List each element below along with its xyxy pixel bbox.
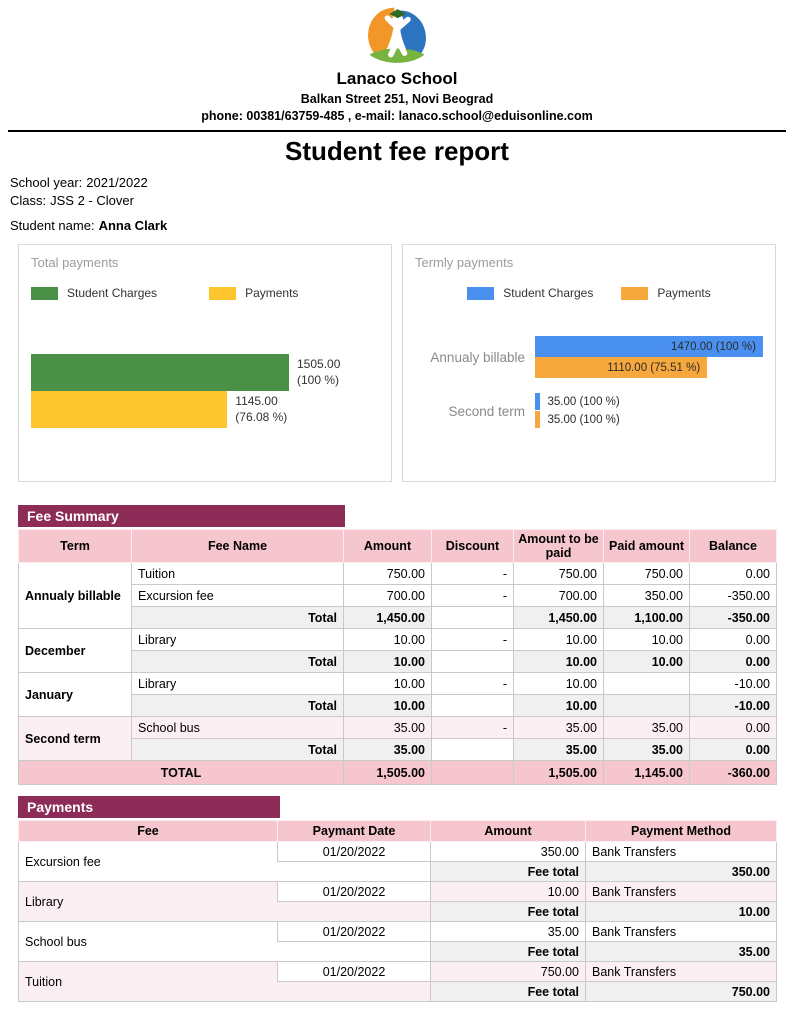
group-total-row <box>19 651 777 673</box>
col-discount: Discount <box>432 530 514 563</box>
term-cell-december: December <box>19 629 132 673</box>
legend-item-student-charges <box>31 286 157 300</box>
discount-cell <box>432 695 514 717</box>
fee-total-value-cell: 350.00 <box>586 862 777 882</box>
school-address: Balkan Street 251, Novi Beograd <box>300 92 494 106</box>
paid-amount-cell: 35.00 <box>604 739 690 761</box>
balance-cell: 0.00 <box>690 629 777 651</box>
bar-label: 1470.00 (100 %) <box>670 340 756 353</box>
school-name: Lanaco School <box>336 69 458 88</box>
annualy-student-charges-bar <box>535 336 763 357</box>
amount-to-be-paid-cell: 10.00 <box>514 673 604 695</box>
student-charges-bar-label <box>297 357 340 388</box>
second-term-group <box>415 393 763 429</box>
amount-cell: 10.00 <box>344 673 432 695</box>
payments-swatch <box>209 287 236 300</box>
fee-total-label-cell: Fee total <box>431 902 586 922</box>
balance-cell: 0.00 <box>690 563 777 585</box>
amount-cell: 700.00 <box>344 585 432 607</box>
class-label: Class: <box>10 193 47 208</box>
charts-row <box>18 244 776 482</box>
termly-payments-bars <box>415 336 763 429</box>
payment-row <box>19 962 777 982</box>
bar-label: 35.00 (100 %) <box>547 395 620 408</box>
fee-summary-section-title: Fee Summary <box>18 505 345 527</box>
fee-total-label-cell: Fee total <box>431 862 586 882</box>
school-contact: phone: 00381/63759-485 , e-mail: lanaco.school@eduisonline.com <box>201 109 593 123</box>
discount-cell: - <box>432 563 514 585</box>
blank-cell <box>278 982 431 1002</box>
fee-row <box>19 585 777 607</box>
term-cell-annualy-billable: Annualy billable <box>19 563 132 629</box>
discount-cell <box>432 761 514 785</box>
bar-area <box>535 336 763 378</box>
fee-row <box>19 717 777 739</box>
amount-to-be-paid-cell: 700.00 <box>514 585 604 607</box>
payment-amount-cell: 750.00 <box>431 962 586 982</box>
payment-method-cell: Bank Transfers <box>586 922 777 942</box>
balance-cell: 0.00 <box>690 717 777 739</box>
student-info-block <box>10 175 794 233</box>
amount-to-be-paid-cell: 750.00 <box>514 563 604 585</box>
paid-amount-cell: 35.00 <box>604 717 690 739</box>
payments-header-row <box>19 821 777 842</box>
paid-amount-cell: 10.00 <box>604 629 690 651</box>
amount-cell: 10.00 <box>344 629 432 651</box>
payment-amount-cell: 10.00 <box>431 882 586 902</box>
second-term-payments-bar <box>535 411 620 428</box>
discount-cell: - <box>432 629 514 651</box>
annualy-payments-bar <box>535 357 707 378</box>
bar-pct-label: (76.08 %) <box>235 409 288 424</box>
group-total-row <box>19 607 777 629</box>
group-total-row <box>19 739 777 761</box>
payment-row <box>19 842 777 862</box>
school-logo-svg <box>360 5 434 67</box>
payments-bar <box>31 391 227 428</box>
total-payments-bars <box>31 354 341 428</box>
payment-method-cell: Bank Transfers <box>586 842 777 862</box>
bar-value-label: 1145.00 <box>235 393 278 408</box>
balance-cell: 0.00 <box>690 739 777 761</box>
blank-cell <box>278 902 431 922</box>
payment-row <box>19 882 777 902</box>
paid-amount-cell: 10.00 <box>604 651 690 673</box>
paid-amount-cell: 1,145.00 <box>604 761 690 785</box>
fee-row <box>19 629 777 651</box>
bar-area <box>535 393 763 429</box>
fee-cell: Excursion fee <box>19 842 278 882</box>
bar-label: 1110.00 (75.51 %) <box>607 361 701 374</box>
discount-cell <box>432 739 514 761</box>
paid-amount-cell: 750.00 <box>604 563 690 585</box>
school-year-value: 2021/2022 <box>86 175 148 190</box>
col-fee: Fee <box>19 821 278 842</box>
termly-payments-panel <box>402 244 776 482</box>
col-amount: Amount <box>431 821 586 842</box>
discount-cell: - <box>432 585 514 607</box>
amount-cell: 10.00 <box>344 695 432 717</box>
second-term-student-charges-bar <box>535 393 620 410</box>
fee-total-label-cell: Fee total <box>431 982 586 1002</box>
col-payment-method: Payment Method <box>586 821 777 842</box>
amount-to-be-paid-cell: 1,450.00 <box>514 607 604 629</box>
fee-summary-table <box>18 529 777 785</box>
fee-total-value-cell: 10.00 <box>586 902 777 922</box>
legend-item-payments <box>621 286 710 300</box>
category-label-annualy-billable: Annualy billable <box>430 349 525 365</box>
bar-pct-label: (100 %) <box>297 372 340 387</box>
amount-cell: 750.00 <box>344 563 432 585</box>
legend-label-payments: Payments <box>245 286 299 300</box>
balance-cell: 0.00 <box>690 651 777 673</box>
fee-row <box>19 673 777 695</box>
payment-method-cell: Bank Transfers <box>586 962 777 982</box>
discount-cell <box>432 651 514 673</box>
blank-cell <box>278 862 431 882</box>
col-paid-amount: Paid amount <box>604 530 690 563</box>
amount-to-be-paid-cell: 1,505.00 <box>514 761 604 785</box>
discount-cell: - <box>432 717 514 739</box>
report-header <box>0 0 794 167</box>
total-payments-legend <box>31 286 379 300</box>
termly-payments-title: Termly payments <box>415 255 514 270</box>
bar-value-label: 1505.00 <box>297 356 341 371</box>
total-payments-title: Total payments <box>31 255 119 270</box>
page-title: Student fee report <box>285 136 509 166</box>
student-name-label: Student name: <box>10 218 95 233</box>
fee-cell: Library <box>19 882 278 922</box>
col-fee-name: Fee Name <box>132 530 344 563</box>
amount-cell: 35.00 <box>344 739 432 761</box>
payments-bar-row <box>31 391 289 428</box>
paid-amount-cell <box>604 673 690 695</box>
payments-section-title: Payments <box>18 796 280 818</box>
col-amount: Amount <box>344 530 432 563</box>
fee-name-cell: School bus <box>132 717 344 739</box>
bar-label: 35.00 (100 %) <box>547 413 620 426</box>
col-term: Term <box>19 530 132 563</box>
amount-to-be-paid-cell: 10.00 <box>514 695 604 717</box>
student-charges-swatch <box>467 287 494 300</box>
payment-date-cell: 01/20/2022 <box>278 842 431 862</box>
payment-amount-cell: 35.00 <box>431 922 586 942</box>
category-label-second-term: Second term <box>448 403 525 419</box>
amount-to-be-paid-cell: 35.00 <box>514 717 604 739</box>
student-charges-bar <box>31 354 289 391</box>
amount-cell: 1,450.00 <box>344 607 432 629</box>
col-amount-to-be-paid: Amount to be paid <box>514 530 604 563</box>
balance-cell: -360.00 <box>690 761 777 785</box>
total-label-cell: Total <box>132 695 344 717</box>
class-value: JSS 2 - Clover <box>50 193 134 208</box>
amount-to-be-paid-cell: 10.00 <box>514 651 604 673</box>
amount-cell: 1,505.00 <box>344 761 432 785</box>
amount-to-be-paid-cell: 10.00 <box>514 629 604 651</box>
group-total-row <box>19 695 777 717</box>
amount-cell: 35.00 <box>344 717 432 739</box>
class-line <box>10 193 794 208</box>
paid-amount-cell <box>604 695 690 717</box>
legend-item-payments <box>209 286 298 300</box>
student-charges-bar-row <box>31 354 341 391</box>
header-divider <box>8 130 786 132</box>
term-cell-january: January <box>19 673 132 717</box>
legend-label-student-charges: Student Charges <box>503 286 594 300</box>
annualy-billable-group <box>415 336 763 378</box>
grand-total-row <box>19 761 777 785</box>
student-name-value: Anna Clark <box>98 218 168 233</box>
fee-total-value-cell: 35.00 <box>586 942 777 962</box>
school-year-label: School year: <box>10 175 83 190</box>
payments-bar-label <box>235 394 287 425</box>
payment-date-cell: 01/20/2022 <box>278 882 431 902</box>
total-label-cell: Total <box>132 739 344 761</box>
payments-swatch <box>621 287 648 300</box>
total-label-cell: Total <box>132 607 344 629</box>
balance-cell: -350.00 <box>690 585 777 607</box>
balance-cell: -10.00 <box>690 673 777 695</box>
grand-total-label-cell: TOTAL <box>19 761 344 785</box>
legend-label-student-charges: Student Charges <box>67 286 158 300</box>
payment-date-cell: 01/20/2022 <box>278 962 431 982</box>
fee-name-cell: Tuition <box>132 563 344 585</box>
amount-cell: 10.00 <box>344 651 432 673</box>
payment-method-cell: Bank Transfers <box>586 882 777 902</box>
fee-cell: School bus <box>19 922 278 962</box>
termly-payments-legend <box>415 286 763 300</box>
paid-amount-cell: 350.00 <box>604 585 690 607</box>
fee-name-cell: Library <box>132 629 344 651</box>
total-payments-panel <box>18 244 392 482</box>
term-cell-second-term: Second term <box>19 717 132 761</box>
student-name-line <box>10 218 794 233</box>
fee-total-value-cell: 750.00 <box>586 982 777 1002</box>
balance-cell: -350.00 <box>690 607 777 629</box>
fee-total-label-cell: Fee total <box>431 942 586 962</box>
legend-item-student-charges <box>467 286 593 300</box>
blank-cell <box>278 942 431 962</box>
school-year-line <box>10 175 794 190</box>
fee-summary-header-row <box>19 530 777 563</box>
payment-date-cell: 01/20/2022 <box>278 922 431 942</box>
discount-cell <box>432 607 514 629</box>
payments-table <box>18 820 777 1002</box>
school-logo <box>360 5 434 67</box>
total-label-cell: Total <box>132 651 344 673</box>
col-paymant-date: Paymant Date <box>278 821 431 842</box>
fee-cell: Tuition <box>19 962 278 1002</box>
col-balance: Balance <box>690 530 777 563</box>
payment-row <box>19 922 777 942</box>
legend-label-payments: Payments <box>657 286 711 300</box>
fee-name-cell: Excursion fee <box>132 585 344 607</box>
fee-name-cell: Library <box>132 673 344 695</box>
amount-to-be-paid-cell: 35.00 <box>514 739 604 761</box>
balance-cell: -10.00 <box>690 695 777 717</box>
student-charges-swatch <box>31 287 58 300</box>
payment-amount-cell: 350.00 <box>431 842 586 862</box>
fee-row <box>19 563 777 585</box>
paid-amount-cell: 1,100.00 <box>604 607 690 629</box>
discount-cell: - <box>432 673 514 695</box>
